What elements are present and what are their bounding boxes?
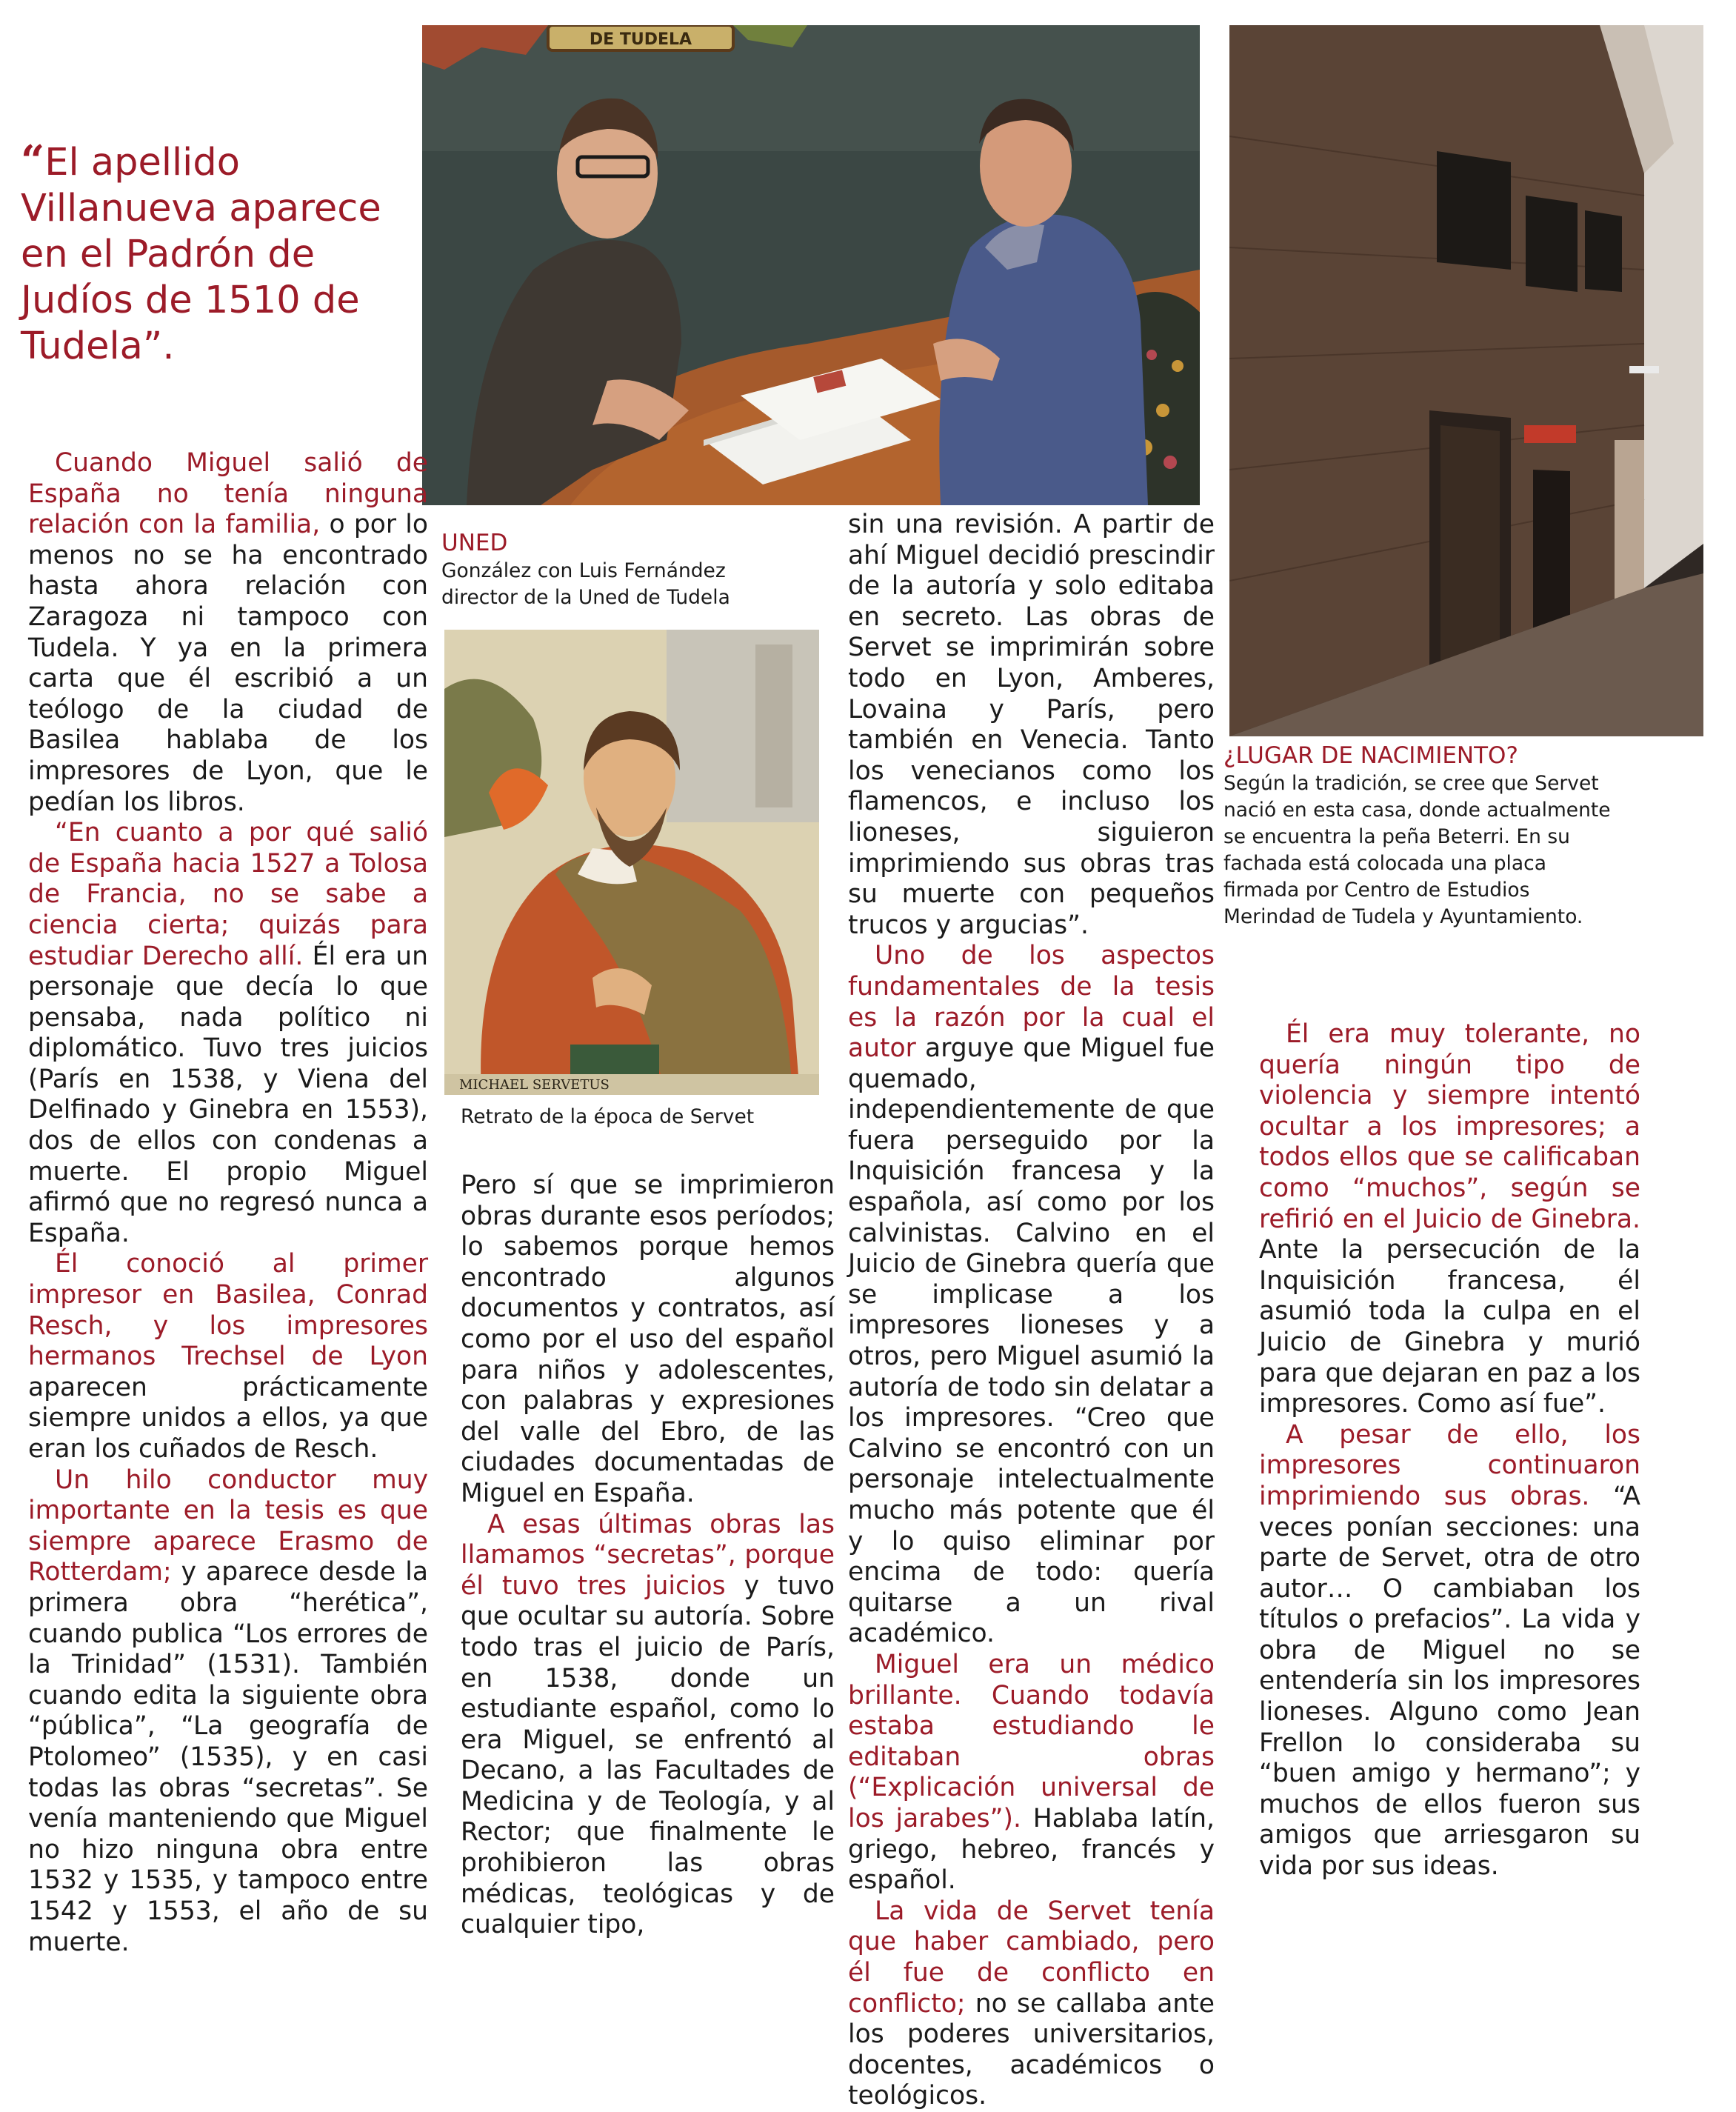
article-column-4: [1259, 1019, 1640, 1882]
quote-mark: “: [21, 136, 45, 185]
pull-quote-text: El apellido Villanueva aparece en el Padrón de Judíos de 1510 de Tudela”.: [21, 141, 381, 368]
article-column-1: [28, 448, 428, 1958]
servet-portrait: [444, 630, 819, 1095]
pull-quote: [21, 138, 391, 370]
paragraph: Miguel era un médico brillante. Cuando todavía estaba estudiando le editaban obras (“Explicación universal de los jarabes”). Hablaba latín, griego, hebreo, francés y español.: [848, 1649, 1215, 1896]
paragraph: A esas últimas obras las llamamos “secretas”, porque él tuvo tres juicios y tuvo que ocultar su autoría. Sobre todo tras el juicio de París, en 1538, donde un estudiante español, como lo era Miguel, se enfrentó al Decano, a las Facultades de Medicina y de Teología, y al Rector; que finalmente le prohibieron las obras médicas, teológicas y de cualquier tipo,: [461, 1509, 835, 1940]
paragraph: La vida de Servet tenía que haber cambiado, pero él fue de conflicto en conflicto; no se callaba ante los poderes universitarios, docentes, académicos o teológicos.: [848, 1896, 1215, 2111]
street-photo: [1229, 25, 1703, 736]
article-column-3: [848, 510, 1215, 2112]
banner-text: DE TUDELA: [589, 30, 692, 49]
paragraph: “En cuanto a por qué salió de España hacia 1527 a Tolosa de Francia, no se sabe a ciencia cierta; quizás para estudiar Derecho allí. Él era un personaje que decía lo que pensaba, nada político ni diplomático. Tuvo tres juicios (París en 1538, y Viena del Delfinado y Ginebra en 1553), dos de ellos con condenas a muerte. El propio Miguel afirmó que no regresó nunca a España.: [28, 818, 428, 1248]
street-caption-text: Según la tradición, se cree que Servet nació en esta casa, donde actualmente se encuentra la peña Beterri. En su fachada está colocada una placa firmada por Centro de Estudios Merindad de Tudela y Ayuntamiento.: [1223, 772, 1611, 928]
paragraph: sin una revisión. A partir de ahí Miguel decidió prescindir de la autoría y solo editaba en secreto. Las obras de Servet se imprimirán sobre todo en Lyon, Amberes, Lovaina y París, pero también en Venecia. Tanto los venecianos como los flamencos, e incluso los lioneses, siguieron imprimiendo sus obras tras su muerte con pequeños trucos y argucias”.: [848, 510, 1215, 940]
street-photo-illustration: [1229, 25, 1703, 736]
meeting-caption-text: González con Luis Fernández director de la Uned de Tudela: [441, 559, 730, 609]
portrait-caption: Retrato de la época de Servet: [461, 1105, 755, 1128]
paragraph: A pesar de ello, los impresores continuaron imprimiendo sus obras. “A veces ponían secciones: una parte de Servet, otra de otro autor… O cambiaban los títulos o prefacios”. La vida y obra de Miguel no se entendería sin los impresores lioneses. Alguno como Jean Frellon lo consideraba su “buen amigo y hermano”; y muchos de ellos fueron sus amigos que arriesgaron su vida por sus ideas.: [1259, 1419, 1640, 1882]
paragraph: Uno de los aspectos fundamentales de la tesis es la razón por la cual el autor arguye que Miguel fue quemado, independientemente de que fuera perseguido por la Inquisición francesa y la española, así como por los calvinistas. Calvino en el Juicio de Ginebra quería que se implicase a los impresores lioneses y a otros, pero Miguel asumió la autoría de todo sin delatar a los impresores. “Creo que Calvino se encontró con un personaje intelectualmente mucho más potente que él y lo quiso eliminar por encima de todo: quería quitarse a un rival académico.: [848, 941, 1215, 1649]
meeting-caption: [441, 528, 752, 611]
article-column-2: [461, 1170, 835, 1941]
paragraph: Él era muy tolerante, no quería ningún tipo de violencia y siempre intentó ocultar a los impresores; a todos ellos que se calificaban como “muchos”, según se refirió en el Juicio de Ginebra. Ante la persecución de la Inquisición francesa, él asumió toda la culpa en el Juicio de Ginebra y murió para que dejaran en paz a los impresores. Como así fue”.: [1259, 1019, 1640, 1419]
meeting-photo: [422, 25, 1200, 505]
meeting-caption-title: UNED: [441, 530, 508, 556]
paragraph: Pero sí que se imprimieron obras durante esos períodos; lo sabemos porque hemos encontrado algunos documentos y contratos, así como por el uso del español para niños y adolescentes, con palabras y expresiones del valle del Ebro, de las ciudades documentadas de Miguel en España.: [461, 1170, 835, 1508]
portrait-illustration: [444, 630, 819, 1095]
street-caption-title: ¿LUGAR DE NACIMIENTO?: [1223, 742, 1518, 769]
paragraph: Cuando Miguel salió de España no tenía ninguna relación con la familia, o por lo menos no se ha encontrado hasta ahora relación con Zaragoza ni tampoco con Tudela. Y ya en la primera carta que él escribió a un teólogo de la ciudad de Basilea hablaba de los impresores de Lyon, que le pedían los libros.: [28, 448, 428, 817]
portrait-inscription: MICHAEL SERVETUS: [459, 1077, 610, 1093]
paragraph: Un hilo conductor muy importante en la tesis es que siempre aparece Erasmo de Rotterdam; y aparece desde la primera obra “herética”, cuando publica “Los errores de la Trinidad” (1531). También cuando edita la siguiente obra “pública”, “La geografía de Ptolomeo” (1535), y en casi todas las obras “secretas”. Se venía manteniendo que Miguel no hizo ninguna obra entre 1532 y 1535, y tampoco entre 1542 y 1553, el año de su muerte.: [28, 1465, 428, 1957]
meeting-photo-illustration: [422, 25, 1200, 505]
paragraph: Él conoció al primer impresor en Basilea, Conrad Resch, y los impresores hermanos Trechsel de Lyon aparecen prácticamente siempre unidos a ellos, ya que eran los cuñados de Resch.: [28, 1249, 428, 1464]
street-caption: [1223, 741, 1616, 930]
